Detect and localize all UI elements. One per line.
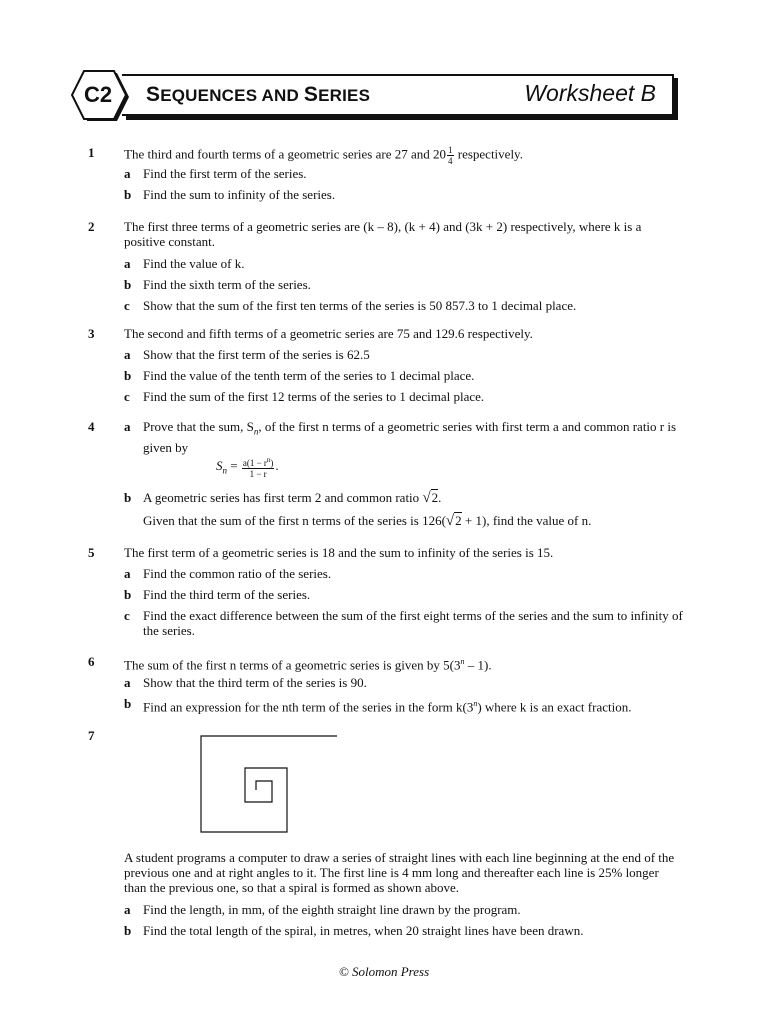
page-title: SEQUENCES AND SERIES	[146, 83, 371, 106]
question-text: A student programs a computer to draw a series of straight lines with each line beginning at the end of the previous one and at right angles to it. The first line is 4 mm long and thereafter each line is 25% longer than the previous one, so that a spiral is formed as shown above.	[124, 850, 675, 895]
question-text: The third and fourth terms of a geometric series are 27 and 20 $\frac{1}{4}$ respectively.	[124, 145, 523, 166]
question-text: The first three terms of a geometric series are (k – 8), (k + 4) and (3k + 2) respectively, where k is a positive constant.	[124, 219, 642, 249]
part-label: a	[124, 166, 131, 181]
part-label: b	[124, 490, 132, 505]
footer-copyright: © Solomon Press	[338, 964, 430, 979]
question-number: 4	[88, 419, 95, 434]
sum-formula: $S_n$ = $\frac{a(1 - r^n)}{1 - r}$ .	[216, 456, 279, 479]
worksheet-label: Worksheet B	[524, 80, 656, 106]
part-label: c	[124, 608, 130, 623]
part-label: b	[124, 587, 132, 602]
formula-fraction: $\frac{a(1 - r^n)}{1 - r}$	[242, 456, 274, 479]
question-text: The second and fifth terms of a geometric series are 75 and 129.6 respectively.	[124, 326, 533, 341]
part-text: Show that the third term of the series is 90.	[143, 675, 367, 690]
part-label: a	[124, 675, 131, 690]
part-text: Find the sixth term of the series.	[143, 277, 311, 292]
part-text: Find the exact difference between the sum of the first eight terms of the series and the sum to infinity of the series.	[143, 608, 683, 638]
part-label: c	[124, 389, 130, 404]
part-label: b	[124, 368, 132, 383]
part-label: a	[124, 347, 131, 362]
part-label: c	[124, 298, 130, 313]
part-text: Find the third term of the series.	[143, 587, 311, 602]
part-label: a	[124, 419, 131, 434]
question-number: 5	[88, 545, 95, 560]
part-text: Find the sum to infinity of the series.	[143, 187, 336, 202]
part-label: b	[124, 923, 132, 938]
worksheet-header	[70, 70, 682, 122]
part-label: a	[124, 566, 131, 581]
part-text: Find the length, in mm, of the eighth straight line drawn by the program.	[143, 902, 521, 917]
part-text: Given that the sum of the first n terms of the series is 126(√2 + 1), find the value of n.	[143, 513, 592, 529]
question-number: 6	[88, 654, 95, 669]
part-text: Find the total length of the spiral, in metres, when 20 straight lines have been drawn.	[143, 923, 584, 938]
part-label: a	[124, 256, 131, 271]
part-label: b	[124, 277, 132, 292]
part-text: Find the value of k.	[143, 256, 245, 271]
part-label: b	[124, 696, 132, 711]
question-number: 1	[88, 145, 95, 160]
part-text: Find an expression for the nth term of the series in the form k(3$^n$) where k is an exact fraction.	[143, 699, 632, 715]
title-banner	[122, 74, 674, 116]
part-text: Show that the first term of the series is 62.5	[143, 347, 370, 362]
part-text: Find the first term of the series.	[143, 166, 307, 181]
part-label: a	[124, 902, 131, 917]
part-text: Prove that the sum, $S_n$, of the first n terms of a geometric series with first term a and common ratio r is given by	[143, 419, 677, 455]
question-text: The sum of the first n terms of a geometric series is given by 5(3$^n$ – 1).	[124, 657, 492, 673]
part-text: Show that the sum of the first ten terms of the series is 50 857.3 to 1 decimal place.	[143, 298, 577, 313]
module-code: C2	[83, 82, 113, 107]
part-text: Find the sum of the first 12 terms of the series to 1 decimal place.	[143, 389, 485, 404]
part-label: b	[124, 187, 132, 202]
question-text: The first term of a geometric series is 18 and the sum to infinity of the series is 15.	[124, 545, 554, 560]
spiral-diagram	[195, 730, 345, 842]
question-number: 7	[88, 728, 95, 743]
part-text: A geometric series has first term 2 and common ratio √2.	[143, 490, 442, 506]
question-number: 3	[88, 326, 95, 341]
module-badge	[70, 70, 132, 122]
question-number: 2	[88, 219, 95, 234]
mixed-fraction: $\frac{1}{4}$	[448, 145, 453, 166]
part-text: Find the common ratio of the series.	[143, 566, 332, 581]
part-text: Find the value of the tenth term of the series to 1 decimal place.	[143, 368, 475, 383]
